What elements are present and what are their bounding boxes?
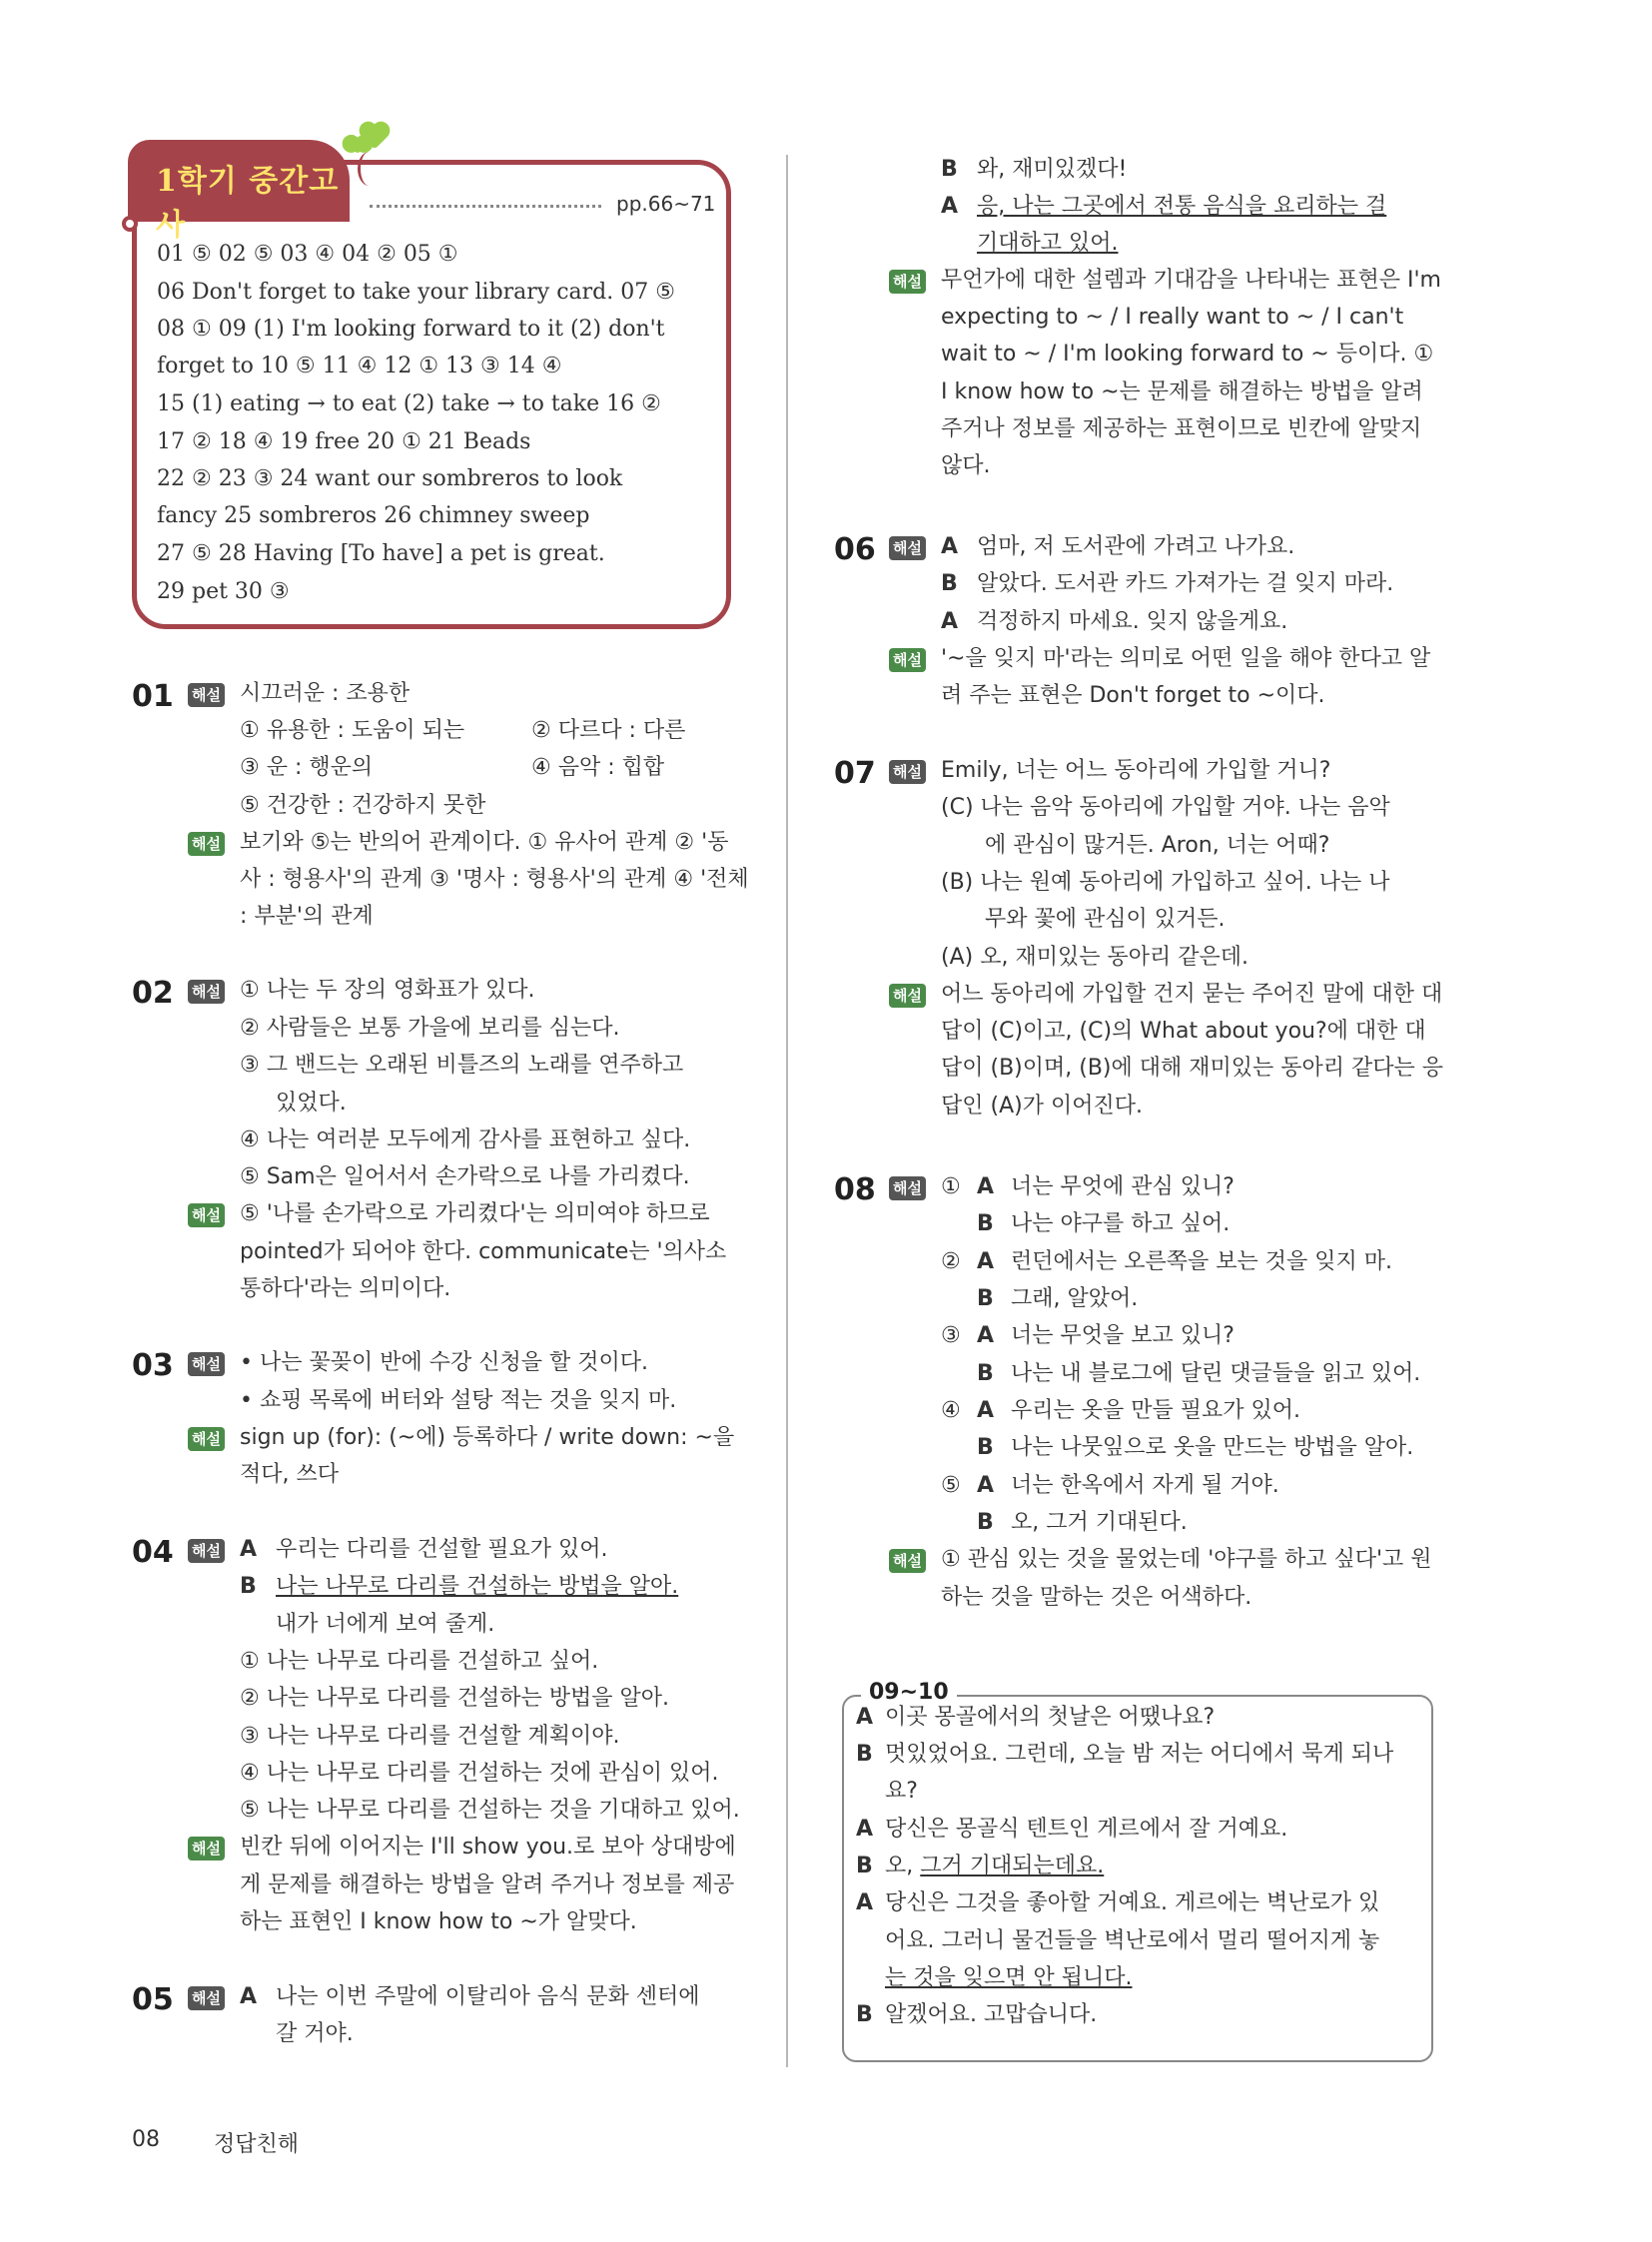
explanation-line: expecting to ~ / I really want to ~ / I can't xyxy=(941,305,1404,330)
text-line: (C) 나는 음악 동아리에 가입할 거야. 나는 음악 xyxy=(941,795,1390,820)
vine-decoration xyxy=(358,152,381,186)
dialogue-box-title: 09~10 xyxy=(861,1680,957,1705)
text-line: 나는 야구를 하고 싶어. xyxy=(1011,1211,1231,1236)
explanation-line: 답이 (B)이며, (B)에 대해 재미있는 동아리 같다는 응 xyxy=(941,1056,1444,1081)
speaker-b: B xyxy=(977,1286,994,1311)
choice-marker: ① xyxy=(941,1174,961,1199)
text-line: • 나는 꽃꽂이 반에 수강 신청을 할 것이다. xyxy=(240,1350,648,1375)
heart-icon xyxy=(350,138,367,155)
book-title: 정답친해 xyxy=(214,2132,300,2157)
text-line: 나는 나뭇잎으로 옷을 만드는 방법을 알아. xyxy=(1011,1435,1414,1460)
underlined-line: 는 것을 잊으면 안 됩니다. xyxy=(885,1965,1133,1990)
speaker-b: B xyxy=(977,1361,994,1386)
explanation-line: I know how to ~는 문제를 해결하는 방법을 알려 xyxy=(941,379,1423,404)
text-line: 무와 꽃에 관심이 있거든. xyxy=(985,907,1226,932)
speaker-a: A xyxy=(856,1705,874,1730)
explanation-badge: 해설 xyxy=(188,1352,225,1376)
explanation-badge: 해설 xyxy=(889,760,926,784)
dialogue-text: 오, xyxy=(885,1854,921,1878)
speaker-b: B xyxy=(240,1574,257,1599)
explanation-line: 사 : 형용사'의 관계 ③ '명사 : 형용사'의 관계 ④ '전체 xyxy=(240,867,749,892)
choice: ④ 나는 나무로 다리를 건설하는 것에 관심이 있어. xyxy=(240,1761,719,1786)
speaker-a: A xyxy=(941,534,959,559)
explanation-line: 않다. xyxy=(941,453,991,478)
explanation-badge: 해설 xyxy=(889,1176,926,1200)
page-title: 1학기 중간고사 xyxy=(156,164,340,243)
dialogue-line: 요? xyxy=(885,1779,918,1804)
dialogue-line: 멋있었어요. 그런데, 오늘 밤 저는 어디에서 묵게 되나 xyxy=(885,1742,1394,1767)
question-number: 07 xyxy=(834,756,876,791)
explanation-badge: 해설 xyxy=(889,270,926,294)
choice: ⑤ 나는 나무로 다리를 건설하는 것을 기대하고 있어. xyxy=(240,1798,740,1823)
answer-line: 15 (1) eating → to eat (2) take → to take 16 ② xyxy=(157,391,661,416)
question-number: 01 xyxy=(132,679,174,714)
column-divider xyxy=(786,155,788,2067)
answer-line: 22 ② 23 ③ 24 want our sombreros to look xyxy=(157,466,623,491)
text-line: ② 사람들은 보통 가을에 보리를 심는다. xyxy=(240,1016,620,1041)
dialogue-line: 알겠어요. 고맙습니다. xyxy=(885,2002,1098,2027)
answer-line: 17 ② 18 ④ 19 free 20 ① 21 Beads xyxy=(157,429,531,454)
text-line: (B) 나는 원예 동아리에 가입하고 싶어. 나는 나 xyxy=(941,870,1390,895)
choice: ⑤ 건강한 : 건강하지 못한 xyxy=(240,793,486,818)
answer-line: 08 ① 09 (1) I'm looking forward to it (2) don't xyxy=(157,317,665,342)
text-line: 나는 내 블로그에 달린 댓글들을 읽고 있어. xyxy=(1011,1361,1421,1386)
explanation-badge: 해설 xyxy=(188,683,225,707)
text-line: ④ 나는 여러분 모두에게 감사를 표현하고 싶다. xyxy=(240,1127,691,1152)
explanation-line: pointed가 되어야 한다. communicate는 '의사소 xyxy=(240,1239,727,1264)
explanation-line: 답인 (A)가 이어진다. xyxy=(941,1094,1143,1119)
question-number: 02 xyxy=(132,976,174,1011)
speaker-b: B xyxy=(977,1435,994,1460)
question-number: 04 xyxy=(132,1535,174,1570)
text-line: 런던에서는 오른쪽을 보는 것을 잊지 마. xyxy=(1011,1249,1392,1274)
explanation-badge: 해설 xyxy=(188,1986,225,2010)
explanation-line: '~을 잊지 마'라는 의미로 어떤 일을 해야 한다고 알 xyxy=(941,646,1431,671)
dialogue-line: 이곳 몽골에서의 첫날은 어땠나요? xyxy=(885,1705,1216,1730)
text-line: (A) 오, 재미있는 동아리 같은데. xyxy=(941,945,1248,970)
text-line: 오, 그거 기대된다. xyxy=(1011,1510,1188,1535)
question-number: 03 xyxy=(132,1348,174,1383)
explanation-line: 하는 표현인 I know how to ~가 알맞다. xyxy=(240,1909,637,1934)
speaker-a: A xyxy=(856,1817,874,1842)
explanation-line: ① 관심 있는 것을 물었는데 '야구를 하고 싶다'고 원 xyxy=(941,1547,1432,1572)
answer-line: 06 Don't forget to take your library card. 07 ⑤ xyxy=(157,280,675,305)
choice: ③ 운 : 행운의 xyxy=(240,755,374,780)
speaker-b: B xyxy=(856,1854,873,1878)
text-line: 너는 한옥에서 자게 될 거야. xyxy=(1011,1473,1279,1498)
explanation-line: 려 주는 표현은 Don't forget to ~이다. xyxy=(941,683,1325,708)
text-line: 그래, 알았어. xyxy=(1011,1286,1139,1311)
explanation-line: 빈칸 뒤에 이어지는 I'll show you.로 보아 상대방에 xyxy=(240,1835,736,1860)
underlined-line: 나는 나무로 다리를 건설하는 방법을 알아. xyxy=(276,1574,679,1599)
explanation-line: wait to ~ / I'm looking forward to ~ 등이다. ① xyxy=(941,342,1434,367)
choice-marker: ② xyxy=(941,1249,961,1274)
explanation-line: 통하다'라는 의미이다. xyxy=(240,1276,451,1301)
dialogue-line xyxy=(885,1852,1104,1881)
dialogue-line: 당신은 그것을 좋아할 거예요. 게르에는 벽난로가 있 xyxy=(885,1890,1380,1915)
choice-marker: ④ xyxy=(941,1398,961,1423)
explanation-line: ⑤ '나를 손가락으로 가리켰다'는 의미여야 하므로 xyxy=(240,1201,710,1226)
text-line: 우리는 다리를 건설할 필요가 있어. xyxy=(276,1537,608,1562)
explanation-badge: 해설 xyxy=(889,1549,926,1573)
explanation-line: 보기와 ⑤는 반의어 관계이다. ① 유사어 관계 ② '동 xyxy=(240,830,729,855)
text-line: 너는 무엇에 관심 있니? xyxy=(1011,1174,1235,1199)
answer-line: fancy 25 sombreros 26 chimney sweep xyxy=(157,503,590,528)
explanation-line: sign up (for): (~에) 등록하다 / write down: ~을 xyxy=(240,1425,735,1450)
speaker-a: A xyxy=(977,1473,995,1498)
answer-line: 27 ⑤ 28 Having [To have] a pet is great. xyxy=(157,541,605,566)
speaker-a: A xyxy=(977,1323,995,1348)
question-number: 08 xyxy=(834,1172,876,1207)
explanation-line: 게 문제를 해결하는 방법을 알려 주거나 정보를 제공 xyxy=(240,1872,735,1897)
text-line: 있었다. xyxy=(276,1091,347,1116)
text-line: ① 나는 두 장의 영화표가 있다. xyxy=(240,978,535,1003)
speaker-a: A xyxy=(240,1984,258,2009)
text-line: 에 관심이 많거든. Aron, 너는 어때? xyxy=(985,833,1330,858)
choice-marker: ⑤ xyxy=(941,1473,961,1498)
explanation-line: 적다, 쓰다 xyxy=(240,1462,339,1487)
title-tab xyxy=(128,140,350,243)
speaker-a: A xyxy=(977,1174,995,1199)
explanation-line: 하는 것을 말하는 것은 어색하다. xyxy=(941,1585,1252,1610)
question-number: 06 xyxy=(834,532,876,567)
question-number: 05 xyxy=(132,1982,174,2017)
text-line: Emily, 너는 어느 동아리에 가입할 거니? xyxy=(941,758,1331,783)
text-line: 너는 무엇을 보고 있니? xyxy=(1011,1323,1235,1348)
explanation-line: 답이 (C)이고, (C)의 What about you?에 대한 대 xyxy=(941,1019,1426,1044)
speaker-b: B xyxy=(977,1211,994,1236)
text-line: ⑤ Sam은 일어서서 손가락으로 나를 가리켰다. xyxy=(240,1164,690,1189)
text-line: 내가 너에게 보여 줄게. xyxy=(276,1612,495,1637)
text-line: 와, 재미있겠다! xyxy=(977,157,1128,182)
dotted-leader xyxy=(370,205,601,208)
speaker-b: B xyxy=(856,1742,873,1767)
underlined-line: 기대하고 있어. xyxy=(977,231,1119,256)
choice-marker: ③ xyxy=(941,1323,961,1348)
explanation-badge: 해설 xyxy=(188,980,225,1004)
speaker-b: B xyxy=(977,1510,994,1535)
choice: ① 나는 나무로 다리를 건설하고 싶어. xyxy=(240,1649,599,1674)
text-line: 걱정하지 마세요. 잊지 않을게요. xyxy=(977,609,1288,634)
dialogue-line: 어요. 그러니 물건들을 벽난로에서 멀리 떨어지게 놓 xyxy=(885,1928,1380,1953)
speaker-b: B xyxy=(941,157,958,182)
text-line: ③ 그 밴드는 오래된 비틀즈의 노래를 연주하고 xyxy=(240,1053,684,1078)
text-line: 시끄러운 : 조용한 xyxy=(240,681,411,706)
text-line: 갈 거야. xyxy=(276,2021,354,2046)
text-line: 우리는 옷을 만들 필요가 있어. xyxy=(1011,1398,1300,1423)
explanation-badge: 해설 xyxy=(889,536,926,560)
explanation-badge: 해설 xyxy=(188,1837,225,1861)
page-range: pp.66~71 xyxy=(616,192,716,216)
answer-line: 29 pet 30 ③ xyxy=(157,579,290,604)
speaker-a: A xyxy=(941,609,959,634)
speaker-a: A xyxy=(856,1890,874,1915)
speaker-b: B xyxy=(856,2002,873,2027)
speaker-b: B xyxy=(941,571,958,596)
choice: ② 다르다 : 다른 xyxy=(531,718,686,743)
explanation-line: : 부분'의 관계 xyxy=(240,904,374,929)
answer-line: forget to 10 ⑤ 11 ④ 12 ① 13 ③ 14 ④ xyxy=(157,354,562,378)
page-number: 08 xyxy=(132,2127,160,2152)
speaker-a: A xyxy=(941,194,959,219)
answer-line: 01 ⑤ 02 ⑤ 03 ④ 04 ② 05 ① xyxy=(157,242,458,267)
speaker-a: A xyxy=(977,1398,995,1423)
explanation-badge: 해설 xyxy=(188,1203,225,1227)
underlined-line: 응, 나는 그곳에서 전통 음식을 요리하는 걸 xyxy=(977,194,1387,219)
explanation-badge: 해설 xyxy=(889,984,926,1008)
choice: ④ 음악 : 힙합 xyxy=(531,755,665,780)
choice: ① 유용한 : 도움이 되는 xyxy=(240,718,465,743)
text-line: 엄마, 저 도서관에 가려고 나가요. xyxy=(977,534,1295,559)
text-line: 나는 이번 주말에 이탈리아 음식 문화 센터에 xyxy=(276,1984,700,2009)
explanation-badge: 해설 xyxy=(188,832,225,856)
explanation-line: 주거나 정보를 제공하는 표현이므로 빈칸에 알맞지 xyxy=(941,416,1422,441)
underlined-text: 그거 기대되는데요. xyxy=(920,1854,1105,1878)
explanation-line: 어느 동아리에 가입할 건지 묻는 주어진 말에 대한 대 xyxy=(941,982,1443,1007)
explanation-badge: 해설 xyxy=(889,648,926,672)
speaker-a: A xyxy=(240,1537,258,1562)
explanation-line: 무언가에 대한 설렘과 기대감을 나타내는 표현은 I'm xyxy=(941,268,1441,293)
choice: ③ 나는 나무로 다리를 건설할 계획이야. xyxy=(240,1724,620,1749)
choice: ② 나는 나무로 다리를 건설하는 방법을 알아. xyxy=(240,1686,669,1711)
explanation-badge: 해설 xyxy=(188,1427,225,1451)
dialogue-line: 당신은 몽골식 텐트인 게르에서 잘 거예요. xyxy=(885,1817,1288,1842)
text-line: 알았다. 도서관 카드 가져가는 걸 잊지 마라. xyxy=(977,571,1394,596)
tab-dot xyxy=(122,216,138,232)
text-line: • 쇼핑 목록에 버터와 설탕 적는 것을 잊지 마. xyxy=(240,1388,677,1413)
speaker-a: A xyxy=(977,1249,995,1274)
explanation-badge: 해설 xyxy=(188,1539,225,1563)
